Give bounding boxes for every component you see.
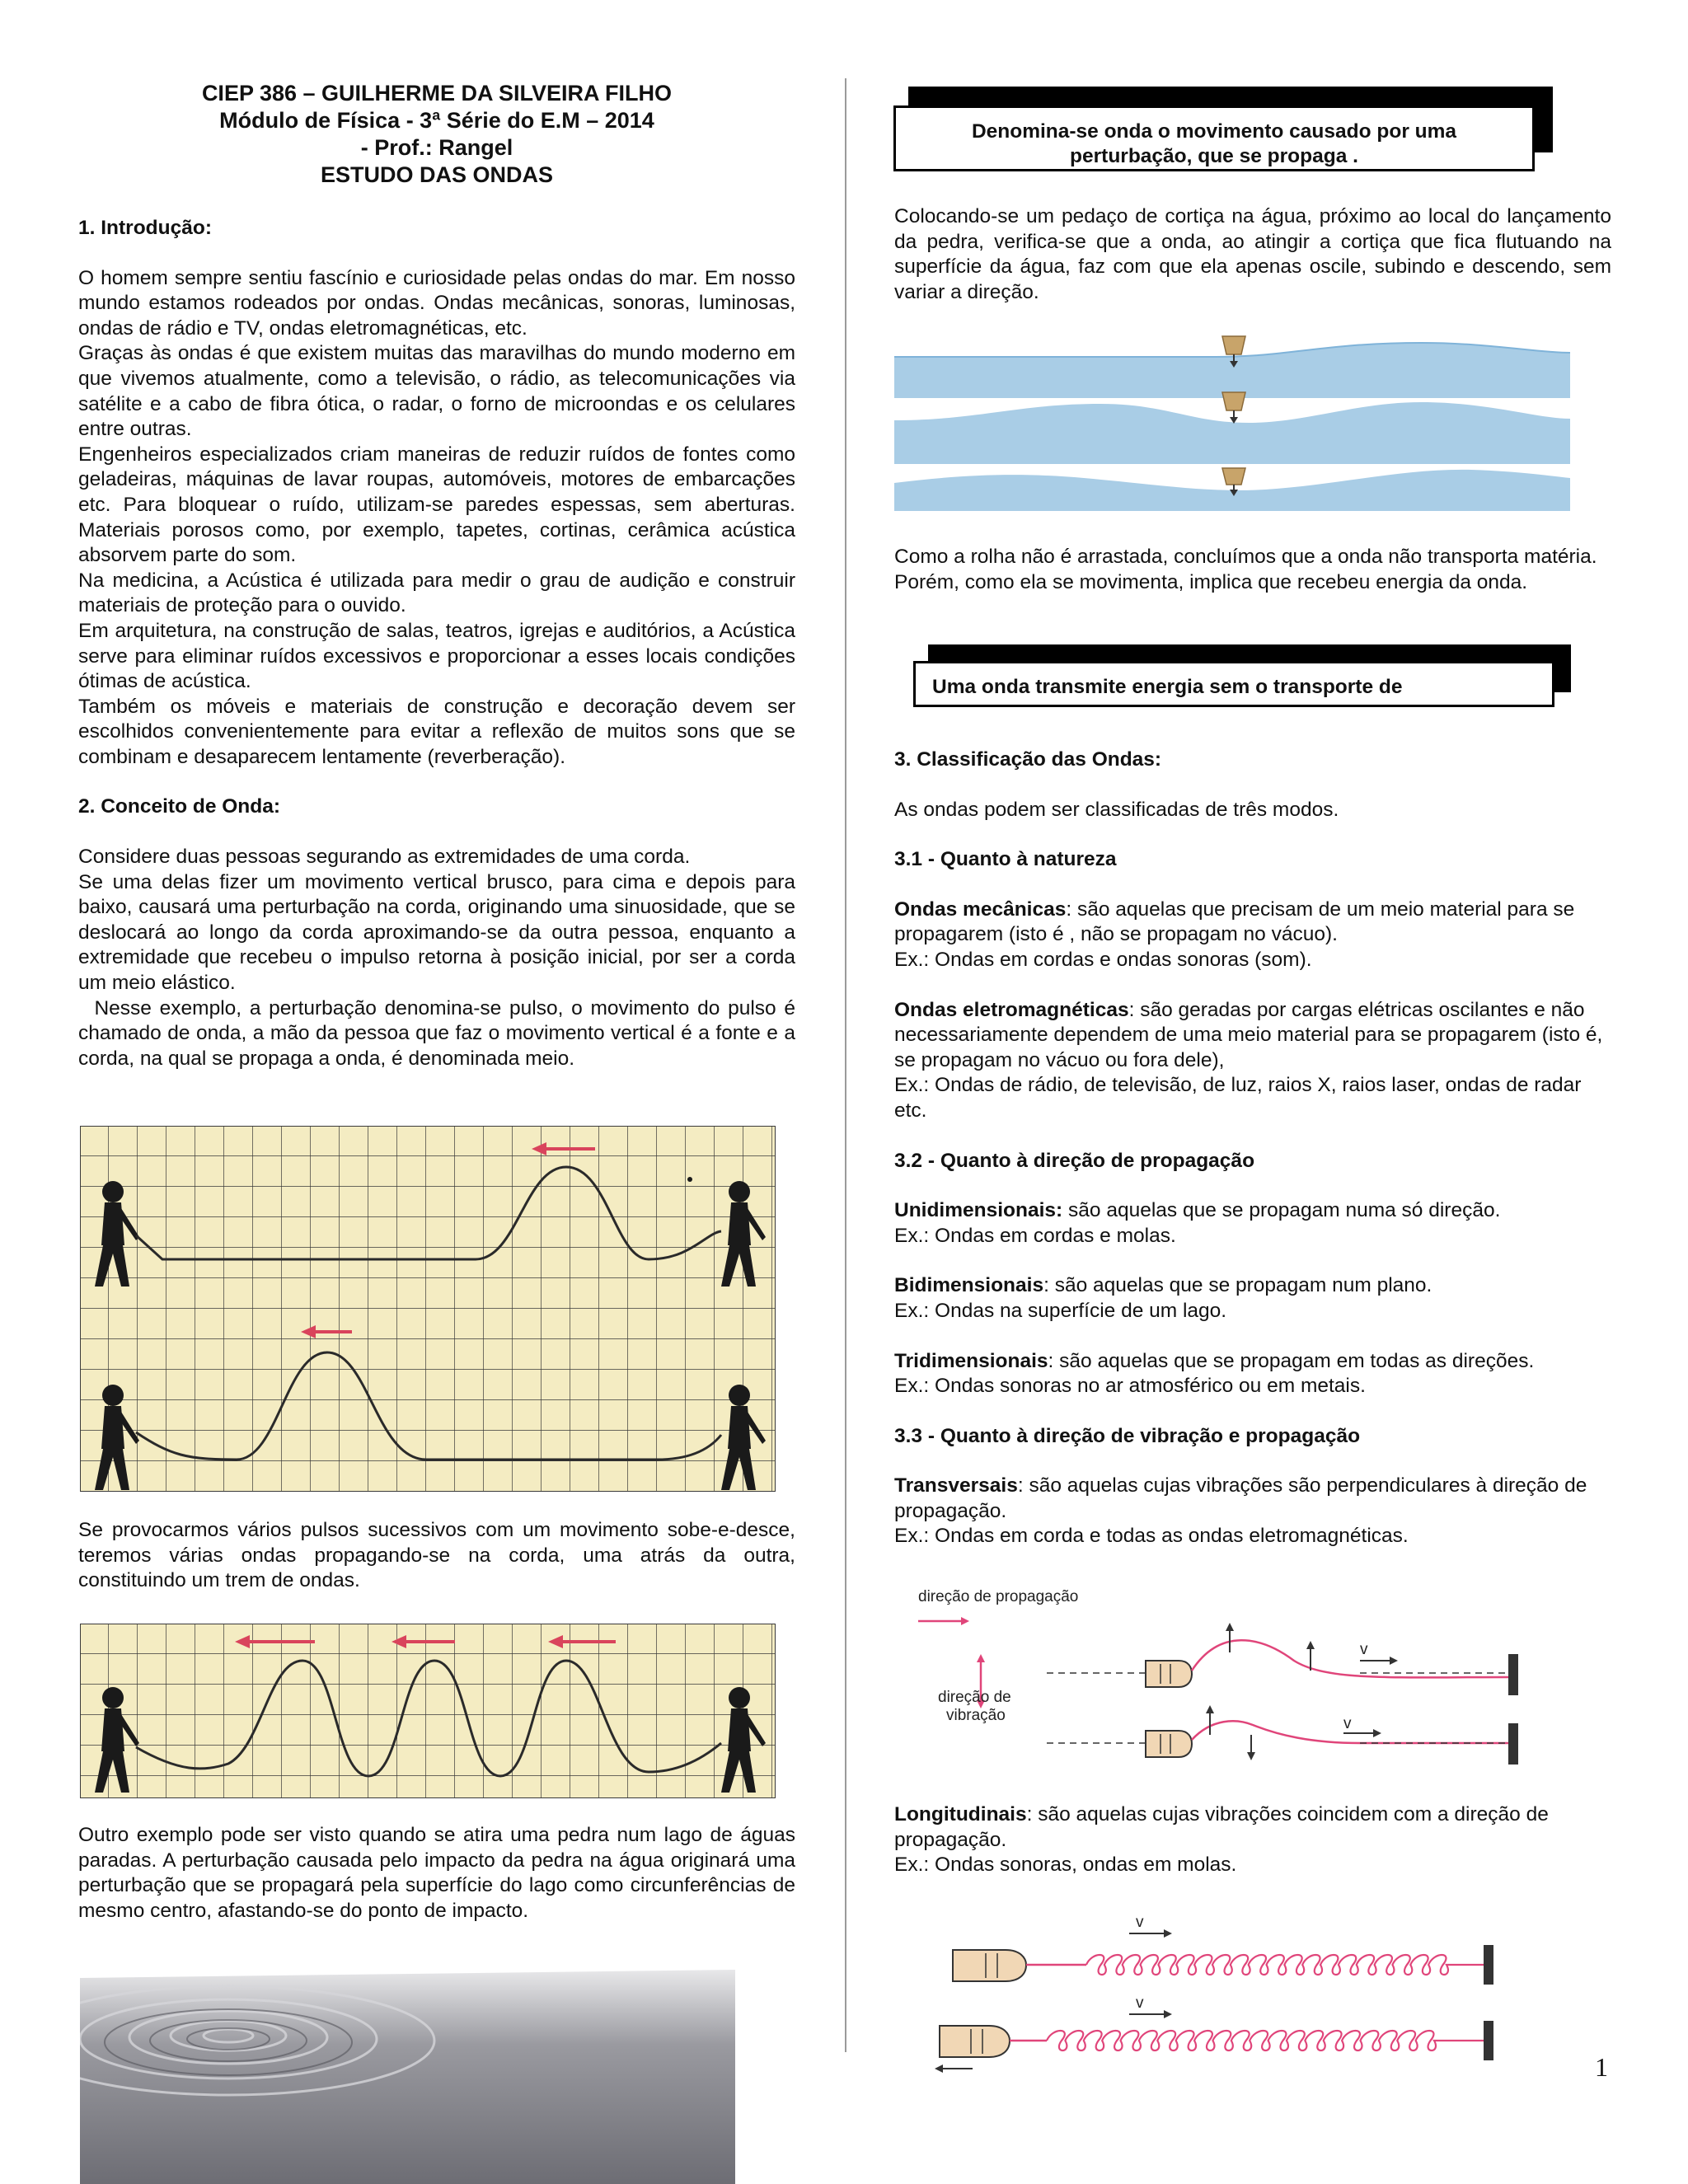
transverse-wave-figure bbox=[898, 1578, 1574, 1780]
term: Tridimensionais bbox=[894, 1349, 1048, 1372]
hand-icon bbox=[953, 1950, 1026, 1981]
section-heading-introducao: 1. Introdução: bbox=[78, 217, 212, 239]
definition-mechanical: Ondas mecânicas: são aquelas que precisam de um meio material para se propagarem (isto é , não se propagam no vácuo). bbox=[894, 898, 1575, 946]
transverse-string bbox=[1192, 1640, 1508, 1677]
spring-path bbox=[1086, 1955, 1484, 1975]
example: Ex.: Ondas na superfície de um lago. bbox=[894, 1299, 1227, 1322]
subsection-heading-natureza: 3.1 - Quanto à natureza bbox=[894, 848, 1117, 871]
spring-coils bbox=[1086, 1955, 1484, 1975]
rope-pulse-figure bbox=[80, 1126, 776, 1492]
term: Ondas mecânicas bbox=[894, 898, 1067, 921]
hand-icon bbox=[1146, 1731, 1192, 1757]
definition-longitudinal: Longitudinais: são aquelas cujas vibrações coincidem com a direção de propagação. bbox=[894, 1803, 1549, 1851]
hand-icon bbox=[940, 2026, 1010, 2057]
subsection-heading-vibracao: 3.3 - Quanto à direção de vibração e propagação bbox=[894, 1424, 1361, 1447]
paragraph: Também os móveis e materiais de construção e decoração devem ser escolhidos convenientemente para evitar a reflexão de muitos sons que se combinam e desaparecem lentamente (reverberação). bbox=[78, 695, 795, 768]
arrow-left-icon bbox=[935, 2064, 973, 2073]
vibration-direction-label: direção de bbox=[938, 1689, 1011, 1706]
paragraph: Como a rolha não é arrastada, concluímos que a onda não transporta matéria. Porém, como ela se movimenta, implica que recebeu energia da onda. bbox=[894, 546, 1597, 593]
paragraph: Se provocarmos vários pulsos sucessivos com um movimento sobe-e-desce, teremos várias ondas propagando-se na corda, uma atrás da outra, constituindo um trem de ondas. bbox=[78, 1519, 795, 1592]
definition-electromagnetic: Ondas eletromagnéticas: são geradas por cargas elétricas oscilantes e não necessariamente dependem de uma meio material para se propagarem (isto é, se propagam no vácuo ou fora dele), bbox=[894, 998, 1603, 1071]
right-column-conclusion bbox=[894, 545, 1611, 595]
vibration-direction-label: vibração bbox=[946, 1707, 1006, 1724]
paragraph: Graças às ondas é que existem muitas das maravilhas do mundo moderno em que vivemos atualmente, como a televisão, o rádio, as telecomunicações via satélite e a cabo de fibra ótica, o radar, o forno de microondas e os celulares entre outras. bbox=[78, 342, 795, 441]
arrow-right-icon bbox=[918, 1617, 969, 1625]
right-column-cork bbox=[894, 204, 1611, 305]
section-heading-classificacao: 3. Classificação das Ondas: bbox=[894, 748, 1162, 771]
document-title: ESTUDO DAS ONDAS bbox=[320, 162, 554, 187]
paragraph: Na medicina, a Acústica é utilizada para medir o grau de audição e construir materiais de proteção para o ouvido. bbox=[78, 569, 795, 617]
paragraph: As ondas podem ser classificadas de três modos. bbox=[894, 798, 1339, 821]
callout-text: Uma onda transmite energia sem o transporte de bbox=[932, 676, 1403, 698]
lake-ripples-photo bbox=[80, 1970, 735, 2184]
energy-callout bbox=[913, 661, 1554, 707]
callout-text: Denomina-se onda o movimento causado por uma perturbação, que se propaga . bbox=[971, 120, 1457, 167]
definition-tridimensional: Tridimensionais: são aquelas que se propagam em todas as direções. bbox=[894, 1349, 1535, 1372]
wall-icon bbox=[1508, 1654, 1518, 1695]
section-heading-conceito: 2. Conceito de Onda: bbox=[78, 795, 281, 818]
wall-icon bbox=[1484, 1945, 1493, 1985]
term: Longitudinais bbox=[894, 1803, 1027, 1825]
paragraph: Considere duas pessoas segurando as extremidades de uma corda. bbox=[78, 846, 691, 869]
document-header bbox=[78, 80, 795, 189]
hand-icon bbox=[1146, 1661, 1192, 1687]
velocity-label: v bbox=[1343, 1715, 1352, 1732]
cork-on-water-figure bbox=[894, 328, 1570, 511]
teacher-line: - Prof.: Rangel bbox=[360, 135, 513, 160]
subsection-heading-direcao: 3.2 - Quanto à direção de propagação bbox=[894, 1149, 1255, 1172]
spring-coils bbox=[1047, 2031, 1484, 2050]
definition-callout bbox=[893, 105, 1535, 171]
definition-unidimensional: Unidimensionais: são aquelas que se propagam numa só direção. bbox=[894, 1199, 1501, 1222]
school-name: CIEP 386 – GUILHERME DA SILVEIRA FILHO bbox=[201, 81, 673, 105]
example: Ex.: Ondas em cordas e ondas sonoras (som). bbox=[894, 948, 1312, 971]
right-column-longitudinal bbox=[894, 1802, 1611, 1878]
module-line: Módulo de Física - 3ª Série do E.M – 2014 bbox=[219, 108, 654, 133]
velocity-label: v bbox=[1360, 1641, 1368, 1658]
column-divider bbox=[845, 78, 846, 2052]
example: Ex.: Ondas de rádio, de televisão, de luz, raios X, raios laser, ondas de radar etc. bbox=[894, 1074, 1582, 1122]
left-column-lake bbox=[78, 1823, 795, 1924]
paragraph: Se uma delas fizer um movimento vertical brusco, para cima e depois para baixo, causará uma perturbação na corda, originando uma sinuosidade, que se deslocará ao longo da corda aproximando-se da outra pessoa, enquanto a extremidade que recebeu o impulso retorna à posição inicial, por ser a corda um meio elástico. bbox=[78, 870, 795, 995]
paragraph: Engenheiros especializados criam maneiras de reduzir ruídos de fontes como geladeiras, máquinas de lavar roupas, automóveis, motores de embarcações etc. Para bloquear o ruído, utilizam-se paredes espessas, sem aberturas. Materiais porosos como, por exemplo, tapetes, cortinas, cerâmica acústica absorvem parte do som. bbox=[78, 443, 795, 567]
example: Ex.: Ondas em cordas e molas. bbox=[894, 1224, 1176, 1247]
wall-icon bbox=[1508, 1723, 1518, 1765]
propagation-direction-label: direção de propagação bbox=[918, 1588, 1079, 1605]
velocity-label: v bbox=[1136, 1994, 1144, 2012]
wave-train-figure bbox=[80, 1624, 776, 1798]
example: Ex.: Ondas sonoras no ar atmosférico ou em metais. bbox=[894, 1375, 1366, 1398]
longitudinal-wave-figure bbox=[907, 1910, 1558, 2075]
definition-transversal: Transversais: são aquelas cujas vibrações são perpendiculares à direção de propagação. bbox=[894, 1474, 1587, 1522]
example: Ex.: Ondas sonoras, ondas em molas. bbox=[894, 1854, 1237, 1877]
paragraph: Outro exemplo pode ser visto quando se atira uma pedra num lago de águas paradas. A perturbação causada pelo impacto da pedra na água originará uma perturbação que se propagará pela superfície do lago como circunferências de mesmo centro, afastando-se do ponto de impacto. bbox=[78, 1824, 795, 1922]
term: Bidimensionais bbox=[894, 1274, 1044, 1297]
left-column-pulses bbox=[78, 1518, 795, 1594]
right-column-classification bbox=[894, 748, 1611, 1549]
term: Ondas eletromagnéticas bbox=[894, 998, 1129, 1021]
paragraph: Em arquitetura, na construção de salas, teatros, igrejas e auditórios, a Acústica serve para eliminar ruídos excessivos e proporcionar a esses locais condições ótimas de acústica. bbox=[78, 619, 795, 693]
left-column bbox=[78, 216, 801, 1071]
term: Transversais bbox=[894, 1474, 1018, 1497]
definition-bidimensional: Bidimensionais: são aquelas que se propagam num plano. bbox=[894, 1274, 1432, 1297]
wall-icon bbox=[1484, 2021, 1493, 2060]
paragraph: Nesse exemplo, a perturbação denomina-se pulso, o movimento do pulso é chamado de onda, a mão da pessoa que faz o movimento vertical é a fonte e a corda, na qual se propaga a onda, é denominada meio. bbox=[78, 996, 801, 1070]
paragraph: Colocando-se um pedaço de cortiça na água, próximo ao local do lançamento da pedra, verifica-se que a onda, ao atingir a cortiça que fica flutuando na superfície da água, faz com que ela apenas oscile, subindo e descendo, sem variar a direção. bbox=[894, 205, 1611, 303]
page-number: 1 bbox=[1595, 2052, 1608, 2082]
term: Unidimensionais: bbox=[894, 1199, 1063, 1222]
paragraph: O homem sempre sentiu fascínio e curiosidade pelas ondas do mar. Em nosso mundo estamos rodeados por ondas. Ondas mecânicas, sonoras, luminosas, ondas de rádio e TV, ondas eletromagnéticas, etc. bbox=[78, 266, 795, 340]
velocity-label: v bbox=[1136, 1914, 1144, 1931]
example: Ex.: Ondas em corda e todas as ondas eletromagnéticas. bbox=[894, 1525, 1409, 1548]
spring-path bbox=[1047, 2031, 1484, 2050]
